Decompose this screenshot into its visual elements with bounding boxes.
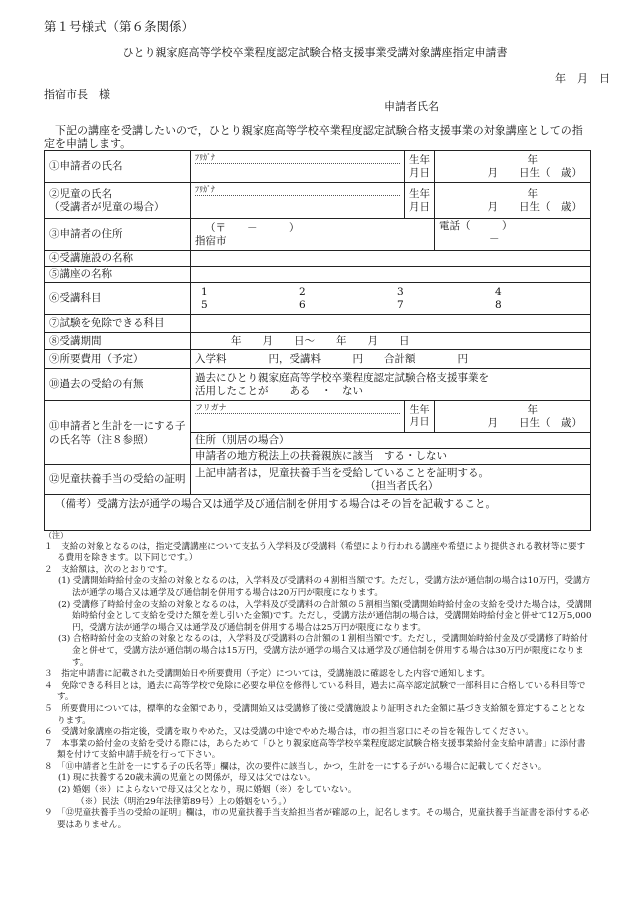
row-allowance-cert [45, 465, 591, 495]
cert-text: 上記申請者は，児童扶養手当を受給していることを証明する。 [195, 466, 489, 479]
row-course [45, 267, 591, 283]
document-title: ひとり親家庭高等学校卒業程度認定試験合格支援事業受講対象講座指定申請書 [122, 46, 508, 59]
row-cost [45, 350, 591, 369]
note-8-3: （※）民法（明治29年法律第89号）上の婚姻をいう。） [76, 796, 292, 807]
tax-dependent-field[interactable]: 申請者の地方税法上の扶養親族に該当 する・しない [191, 449, 591, 465]
subject-4: 4 [495, 285, 502, 298]
application-table [44, 150, 591, 531]
phone-field[interactable] [435, 219, 591, 251]
label-period: ⑧受講期間 [45, 333, 191, 350]
subject-1: 1 [201, 285, 208, 298]
label-subjects: ⑥受講科目 [45, 283, 191, 315]
row-past [45, 369, 591, 401]
row-remarks [45, 495, 591, 531]
row-facility [45, 251, 591, 267]
month-day-age-label: 月 日生（ 歳） [487, 166, 582, 179]
cost-field[interactable]: 入学料 円，受講料 円 合計額 円 [191, 350, 591, 369]
note-4: ４ 免除できる科目とは，過去に高等学校で免除に必要な単位を修得している科目，過去に高卒認定試験で一部科目に合格している科目等です。 [44, 680, 586, 703]
label-allowance-cert: ⑫児童扶養手当の受給の証明 [45, 465, 191, 495]
address-field[interactable] [191, 219, 435, 251]
label-applicant-name: ①申請者の氏名 [45, 151, 191, 183]
note-2-1: (1) 受講開始時給付金の支給の対象となるのは，入学料及び受講料の４割相当額です。ただし，受講方法が通信制の場合は10万円，受講方法が通学の場合又は通学及び通信制を併用する場合は20万円が限度になります。 [58, 576, 591, 598]
period-field[interactable]: 年 月 日～ 年 月 日 [191, 333, 591, 350]
subject-8: 8 [495, 298, 502, 311]
note-8-2: (2) 婚姻（※）によらないで母又は父となり，現に婚姻（※）をしていない。 [58, 785, 357, 796]
facility-field[interactable] [191, 251, 591, 267]
note-3: ３ 指定申請書に記載された受講開始日や所要費用（予定）については，受講施設に確認をした内容で通知します。 [44, 669, 491, 680]
note-8-1: (1) 現に扶養する20歳未満の児童との関係が，母又は父ではない。 [58, 773, 316, 784]
note-2-2: (2) 受講修了時給付金の支給の対象となるのは，入学料及び受講料の合計額の５割相当額(受講開始時給付金の支給を受けた場合は，受講開始時給付金として支給を受けた額を差し引いた金額)です。ただし，受講方法が通信制の場合は，受講開始時給付金と併せて12万5,000円，受講方法が通学の場合又は通学及び通信制を併用する場合は25万円が限度になります。 [58, 599, 592, 633]
label-past: ⑩過去の受給の有無 [45, 369, 191, 401]
label-child-name [45, 183, 191, 219]
child-birthdate-field[interactable] [435, 183, 591, 219]
form-number: 第１号様式（第６条関係） [44, 19, 195, 34]
row-child-name [45, 183, 591, 219]
past-text-b: 活用したことが ある ・ ない [195, 384, 363, 397]
note-7: ７ 本事業の給付金の支給を受ける際には，あらためて「ひとり親家庭高等学校卒業程度認定試験合格支援事業給付金支給申請書」に添付書類を付けて支給申請手続を行って下さい。 [44, 738, 586, 761]
cert-staff-name: （担当者氏名） [365, 479, 439, 492]
addressee: 指宿市長 様 [44, 88, 110, 101]
phone-dash: － [489, 233, 500, 245]
exempt-field[interactable] [191, 315, 591, 333]
label-birthdate-short: 生年月日 [405, 401, 435, 433]
furigana-label: ﾌﾘｶﾞﾅ [195, 184, 400, 196]
label-child-name-a: ②児童の氏名 [49, 187, 112, 200]
applicant-name-label[interactable]: 申請者氏名 [384, 100, 439, 113]
notes-heading: （注） [44, 531, 68, 540]
row-exempt [45, 315, 591, 333]
subject-7: 7 [397, 298, 404, 311]
label-cost: ⑨所要費用（予定） [45, 350, 191, 369]
city-name: 指宿市 [195, 234, 227, 247]
label-child-name-b: （受講者が児童の場合） [49, 200, 165, 213]
note-1: １ 支給の対象となるのは，指定受講講座について支払う入学料及び受講料（希望により行われる講座や希望により提供される教材等に要する費用を除きます。以下同じです。） [44, 541, 586, 564]
month-day-age-label: 月 日生（ 歳） [487, 416, 582, 429]
label-exempt: ⑦試験を免除できる科目 [45, 315, 191, 333]
course-field[interactable] [191, 267, 591, 283]
year-label: 年 [527, 187, 538, 200]
label-course: ⑤講座の名称 [45, 267, 191, 283]
phone-label: 電話（ ） [439, 220, 513, 232]
row-subjects [45, 283, 591, 315]
past-field[interactable] [191, 369, 591, 401]
home-address-field[interactable]: 住所（別居の場合） [191, 433, 591, 449]
allowance-cert-field[interactable] [191, 465, 591, 495]
household-child-birthdate-field[interactable] [435, 401, 591, 433]
row-period [45, 333, 591, 350]
row-applicant-name [45, 151, 591, 183]
row-address [45, 219, 591, 251]
year-label: 年 [527, 153, 538, 166]
label-child-household: ⑪申請者と生計を一にする子の氏名等（注８参照） [45, 401, 191, 465]
note-5: ５ 所要費用については，標準的な金額であり，受講開始又は受講修了後に受講施設より証明された金額に基づき支給額を算定することとなります。 [44, 703, 586, 726]
note-8: ８ 「⑪申請者と生計を一にする子の氏名等」欄は，次の要件に該当し，かつ，生計を一にする子がいる場合に記載してください。 [44, 761, 547, 772]
child-name-field[interactable] [191, 183, 405, 219]
note-2: ２ 支給額は，次のとおりです。 [44, 564, 173, 575]
postal-code: （〒 － ） [205, 221, 300, 234]
row-child-household [45, 401, 591, 433]
note-6: ６ 受講対象講座の指定後，受講を取りやめた，又は受講の中途でやめた場合は，市の担当窓口にその旨を報告してください。 [44, 727, 534, 738]
note-9: ９ 「⑫児童扶養手当の受給の証明」欄は，市の児童扶養手当支給担当者が確認の上，記名します。その場合，児童扶養手当証書を添付する必要はありません。 [44, 808, 590, 830]
notes-section [44, 530, 592, 831]
remarks-field[interactable] [45, 495, 591, 531]
applicant-birthdate-field[interactable] [435, 151, 591, 183]
label-address: ③申請者の住所 [45, 219, 191, 251]
label-birthdate: 生年月日 [405, 151, 435, 183]
subject-2: 2 [299, 285, 306, 298]
remarks-text: （備考）受講方法が通学の場合又は通学及び通信制を併用する場合はその旨を記載すること。 [55, 498, 496, 510]
subject-6: 6 [299, 298, 306, 311]
subject-5: 5 [201, 298, 208, 311]
applicant-name-field[interactable] [191, 151, 405, 183]
subject-3: 3 [397, 285, 404, 298]
label-birthdate: 生年月日 [405, 183, 435, 219]
note-2-3: (3) 合格時給付金の支給の対象となるのは，入学料及び受講料の合計額の１割相当額です。ただし，受講開始時給付金及び受講修了時給付金と併せて，受講方法が通信制の場合は15万円，受講方法が通学の場合又は通学及び通信制を併用する場合は30万円が限度になります。 [58, 634, 588, 668]
month-day-age-label: 月 日生（ 歳） [487, 200, 582, 213]
label-facility: ④受講施設の名称 [45, 251, 191, 267]
date-line[interactable]: 年 月 日 [555, 72, 610, 85]
furigana-full-label: フリガナ [195, 402, 400, 414]
past-text-a: 過去にひとり親家庭高等学校卒業程度認定試験合格支援事業を [195, 371, 489, 384]
year-label: 年 [527, 403, 538, 416]
subjects-field[interactable] [191, 283, 591, 315]
intro-paragraph: 下記の講座を受講したいので，ひとり親家庭高等学校卒業程度認定試験合格支援事業の対象講座としての指定を申請します。 [44, 124, 583, 150]
furigana-label: ﾌﾘｶﾞﾅ [195, 152, 400, 164]
household-child-name-field[interactable] [191, 401, 405, 433]
